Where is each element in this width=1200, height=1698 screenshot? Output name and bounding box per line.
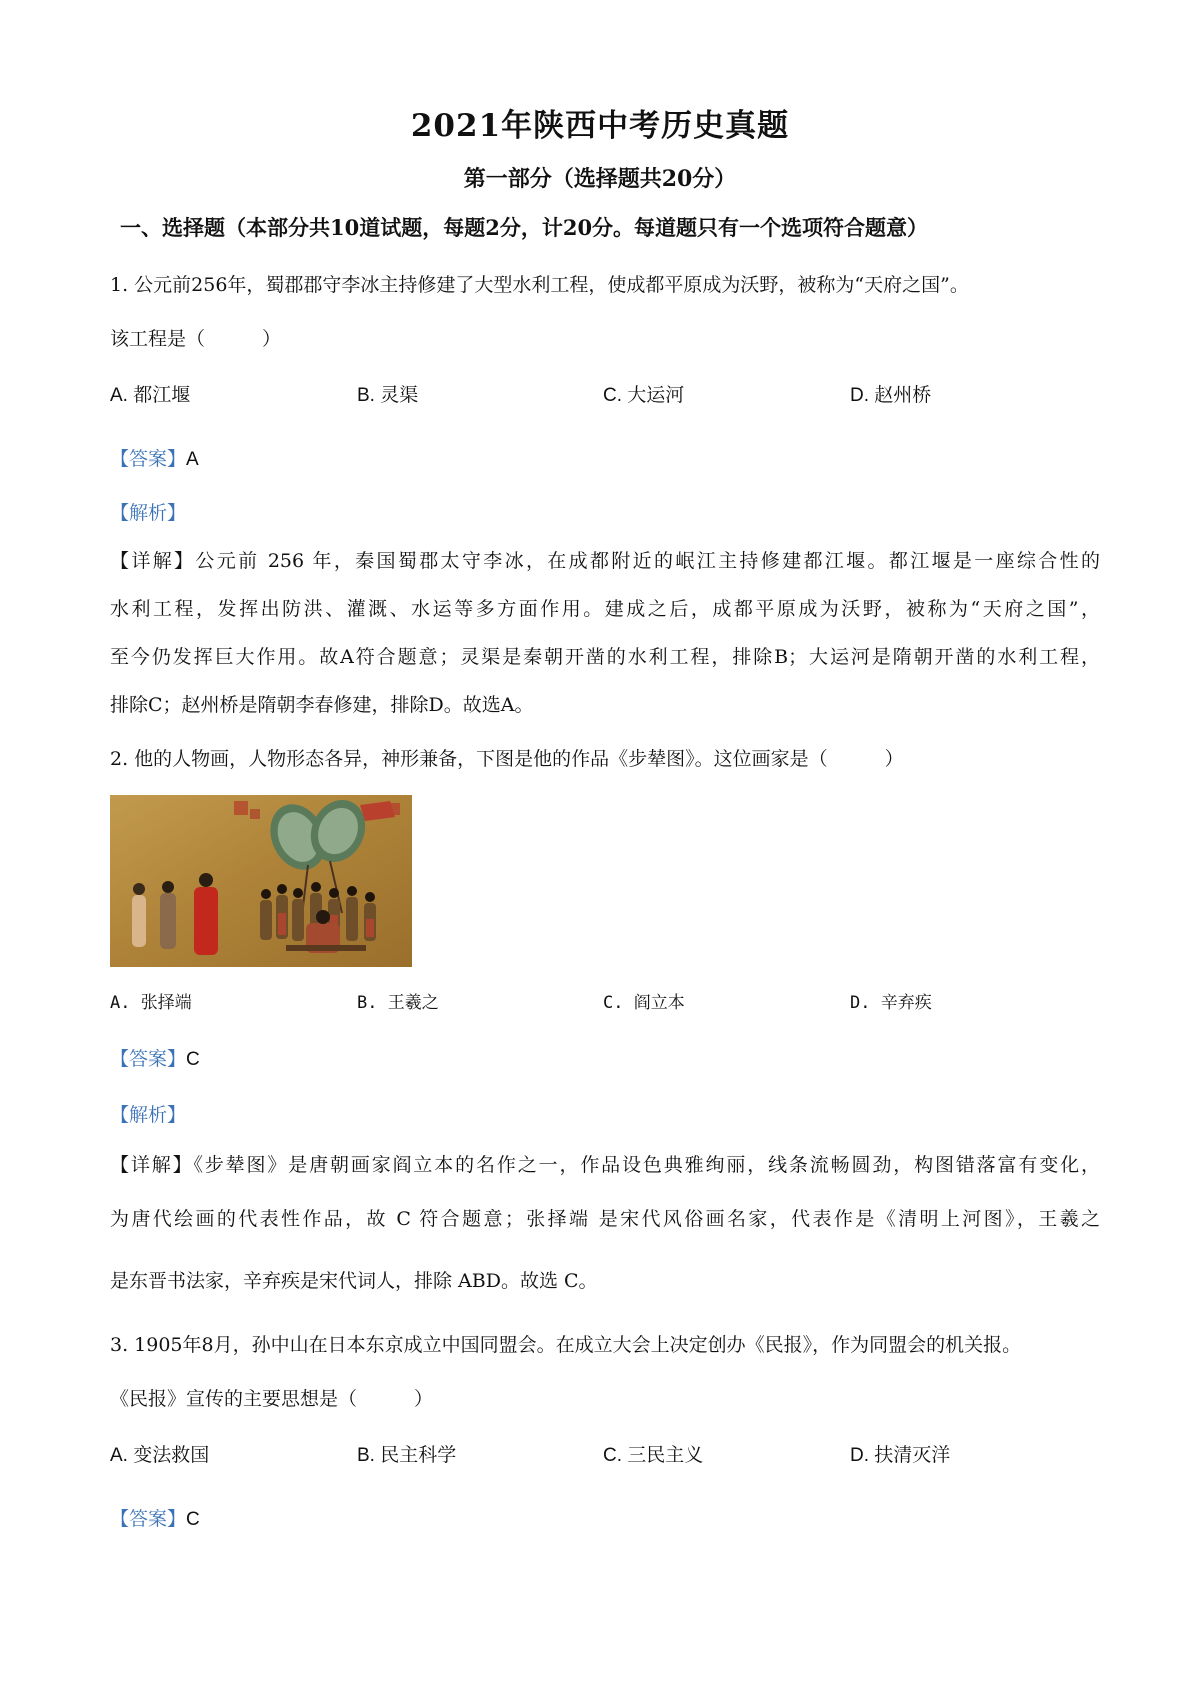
q3-option-a: A. 变法救国	[110, 1445, 210, 1466]
section-heading: 一、选择题（本部分共10道试题，每题2分，计20分。每道题只有一个选项符合题意）	[120, 215, 929, 240]
q3-option-b: B. 民主科学	[357, 1445, 457, 1466]
q2-option-d: D. 辛弃疾	[850, 993, 932, 1013]
q1-option-a: A. 都江堰	[110, 385, 191, 406]
q2-detail-line3: 是东晋书法家，辛弃疾是宋代词人，排除 ABD。故选 C。	[110, 1270, 598, 1292]
q2-detail-line2: 为唐代绘画的代表性作品，故 C 符合题意；张择端 是宋代风俗画名家，代表作是《清明上河图》，王羲之	[110, 1208, 1100, 1230]
q2-answer	[110, 1044, 1100, 1071]
q3-stem-line2: 《民报》宣传的主要思想是（ ）	[110, 1388, 434, 1410]
answer-tag: 【答案】	[110, 448, 187, 470]
answer-value: C	[186, 1049, 200, 1070]
q1-detail-line4: 排除C；赵州桥是隋朝李春修建，排除D。故选A。	[110, 694, 534, 716]
detail-text: 公元前 256 年，秦国蜀郡太守李冰，在成都附近的岷江主持修建都江堰。都江堰是一座综合性的	[195, 550, 1100, 572]
answer-value: A	[186, 449, 199, 470]
q1-option-d: D. 赵州桥	[850, 385, 932, 406]
q3-answer	[110, 1504, 1100, 1531]
q1-detail-line1	[110, 546, 1100, 573]
q2-analysis-tag: 【解析】	[110, 1104, 187, 1126]
q2-option-b: B. 王羲之	[357, 993, 439, 1013]
painting-illustration	[110, 795, 412, 967]
part-heading: 第一部分（选择题共20分）	[463, 166, 737, 192]
q1-detail-line3: 至今仍发挥巨大作用。故A符合题意；灵渠是秦朝开凿的水利工程，排除B；大运河是隋朝开凿的水利工程，	[110, 646, 1100, 668]
answer-tag: 【答案】	[110, 1048, 187, 1070]
page-title: 2021年陕西中考历史真题	[410, 108, 790, 144]
q1-stem-line2: 该工程是（ ）	[110, 328, 282, 350]
q2-option-a: A. 张择端	[110, 993, 192, 1013]
q1-stem-line1: 1. 公元前256年，蜀郡郡守李冰主持修建了大型水利工程，使成都平原成为沃野，被称为“天府之国”。	[110, 274, 969, 296]
q1-answer	[110, 444, 1100, 471]
q2-option-c: C. 阎立本	[603, 993, 685, 1013]
q3-stem-line1: 3. 1905年8月，孙中山在日本东京成立中国同盟会。在成立大会上决定创办《民报》，作为同盟会的机关报。	[110, 1334, 1022, 1356]
q1-option-b: B. 灵渠	[357, 385, 419, 406]
q1-analysis-tag: 【解析】	[110, 502, 187, 524]
q1-detail-line2: 水利工程，发挥出防洪、灌溉、水运等多方面作用。建成之后，成都平原成为沃野，被称为“天府之国”，	[110, 598, 1100, 620]
answer-tag: 【答案】	[110, 1508, 187, 1530]
q3-option-d: D. 扶清灭洋	[850, 1445, 951, 1466]
q1-option-c: C. 大运河	[603, 385, 685, 406]
q2-detail-line1	[110, 1150, 1100, 1177]
detail-tag: 【详解】	[110, 1154, 194, 1176]
detail-tag: 【详解】	[110, 550, 196, 572]
q3-option-c: C. 三民主义	[603, 1445, 704, 1466]
detail-text: 《步辇图》是唐朝画家阎立本的名作之一，作品设色典雅绚丽，线条流畅圆劲，构图错落富有变化，	[193, 1154, 1100, 1176]
painting-image	[110, 795, 412, 967]
q2-stem: 2. 他的人物画，人物形态各异，神形兼备，下图是他的作品《步辇图》。这位画家是（ ）	[110, 748, 904, 770]
answer-value: C	[186, 1509, 200, 1530]
